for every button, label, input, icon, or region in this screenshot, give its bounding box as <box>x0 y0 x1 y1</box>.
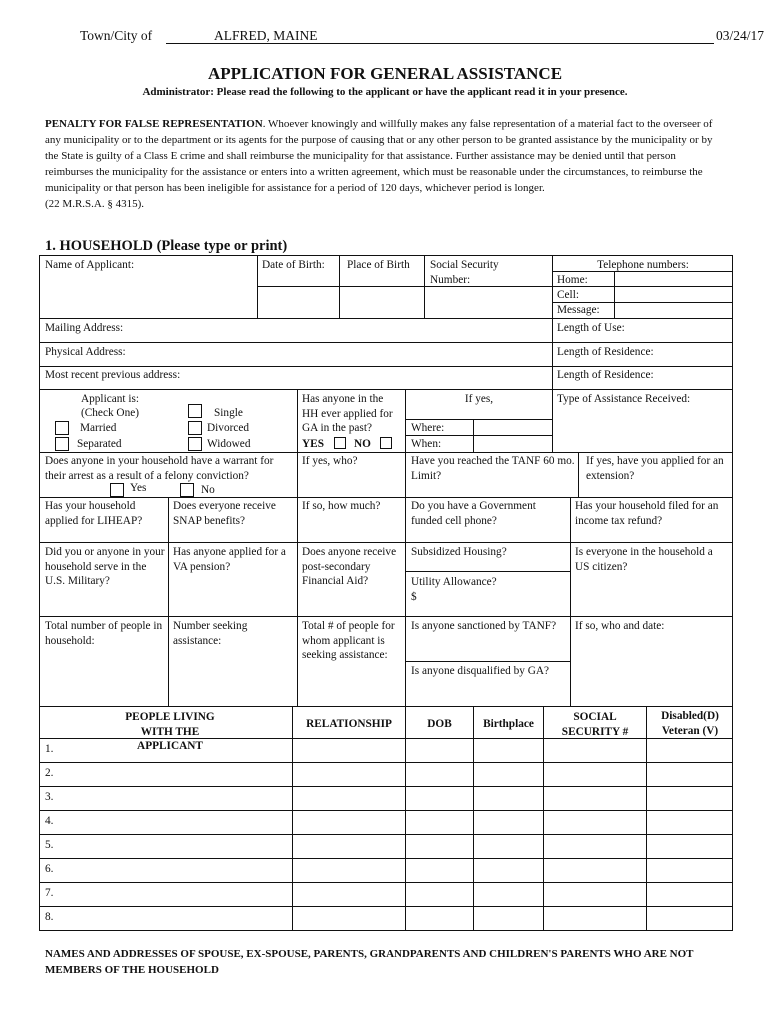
length-of-residence-label: Length of Residence: <box>557 346 654 358</box>
previous-address-label: Most recent previous address: <box>45 369 181 381</box>
tax-refund-label: Has your household filed for an income tax refund? <box>575 500 719 527</box>
ga-no-label: NO <box>354 438 371 450</box>
assistance-type-label: Type of Assistance Received: <box>557 393 691 405</box>
people-row-6: 6. <box>45 863 54 875</box>
people-row-7: 7. <box>45 887 54 899</box>
extension-label: If yes, have you applied for an extension? <box>586 455 724 482</box>
if-yes-who-label: If yes, who? <box>302 455 358 467</box>
sanctioned-label: Is anyone sanctioned by TANF? <box>411 620 557 632</box>
check-one-label: (Check One) <box>80 407 140 419</box>
people-header-ssn: SOCIAL SECURITY # <box>561 711 629 738</box>
tanf-limit-label: Have you reached the TANF 60 mo. Limit? <box>411 455 575 482</box>
town-label: Town/City of <box>80 28 153 43</box>
separated-label: Separated <box>77 438 122 450</box>
when-label: When: <box>411 438 442 450</box>
message-phone-label: Message: <box>557 304 600 316</box>
married-label: Married <box>80 422 117 434</box>
how-much-label: If so, how much? <box>302 500 381 512</box>
administrator-note: Administrator: Please read the following to the applicant or have the applicant read it in your presence. <box>142 86 628 98</box>
people-row-8: 8. <box>45 911 54 923</box>
penalty-heading: PENALTY FOR FALSE REPRESENTATION <box>45 118 263 130</box>
ga-yes-label: YES <box>302 438 324 450</box>
people-row-2: 2. <box>45 767 54 779</box>
liheap-label: Has your household applied for LIHEAP? <box>45 500 143 527</box>
pob-label: Place of Birth <box>347 259 410 271</box>
financial-aid-label: Does anyone receive post-secondary Financial Aid? <box>302 546 397 587</box>
town-header <box>80 28 765 46</box>
va-pension-label: Has anyone applied for a VA pension? <box>173 546 286 573</box>
widowed-label: Widowed <box>207 438 251 450</box>
single-label: Single <box>214 407 243 419</box>
citizen-label: Is everyone in the household a US citizen? <box>575 546 713 573</box>
people-header-name: PEOPLE LIVING WITH THE APPLICANT <box>125 711 215 752</box>
ga-past-label: Has anyone in the HH ever applied for GA in the past? <box>302 393 393 434</box>
ga-no-checkbox[interactable] <box>380 437 392 449</box>
divorced-label: Divorced <box>207 422 250 434</box>
snap-label: Does everyone receive SNAP benefits? <box>173 500 276 527</box>
people-header-disabled: Disabled(D) Veteran (V) <box>661 710 719 737</box>
length-of-residence-2-label: Length of Residence: <box>557 369 654 381</box>
people-row-1: 1. <box>45 743 54 755</box>
gov-phone-label: Do you have a Government funded cell phone? <box>411 500 536 527</box>
people-header-relationship: RELATIONSHIP <box>306 718 392 730</box>
who-date-label: If so, who and date: <box>575 620 665 632</box>
where-label: Where: <box>411 422 445 434</box>
single-checkbox[interactable] <box>188 404 202 418</box>
utility-dollar-label: $ <box>411 591 417 603</box>
dob-label: Date of Birth: <box>262 259 325 271</box>
form-date: 03/24/17 <box>716 28 765 43</box>
married-checkbox[interactable] <box>55 421 69 435</box>
warrant-yes-label: Yes <box>130 482 147 494</box>
warrant-no-checkbox[interactable] <box>180 483 194 497</box>
people-row-3: 3. <box>45 791 54 803</box>
ssn-label: Social Security Number: <box>430 259 499 286</box>
total-seeking-label: Total # of people for whom applicant is seeking assistance: <box>302 620 395 661</box>
physical-address-label: Physical Address: <box>45 346 126 358</box>
warrant-no-label: No <box>201 484 215 496</box>
applicant-is-label: Applicant is: <box>80 393 140 405</box>
people-row-5: 5. <box>45 839 54 851</box>
penalty-paragraph <box>45 116 725 212</box>
ga-yes-checkbox[interactable] <box>334 437 346 449</box>
people-header-birthplace: Birthplace <box>483 718 534 730</box>
footer-heading: NAMES AND ADDRESSES OF SPOUSE, EX-SPOUSE, PARENTS, GRANDPARENTS AND CHILDREN'S PARENTS WHO ARE NOT MEMBERS OF THE HOUSEHOLD <box>45 948 694 976</box>
section-household-title: 1. HOUSEHOLD (Please type or print) <box>45 238 288 254</box>
utility-allowance-label: Utility Allowance? <box>411 576 497 588</box>
warrant-yes-checkbox[interactable] <box>110 483 124 497</box>
town-field[interactable]: ALFRED, MAINE <box>166 28 714 44</box>
number-seeking-label: Number seeking assistance: <box>173 620 248 647</box>
length-of-use-label: Length of Use: <box>557 322 625 334</box>
military-label: Did you or anyone in your household serve in the U.S. Military? <box>45 546 165 587</box>
penalty-citation: (22 M.R.S.A. § 4315). <box>45 198 145 210</box>
disqualified-label: Is anyone disqualified by GA? <box>411 665 550 677</box>
warrant-label: Does anyone in your household have a warrant for their arrest as a result of a felony conviction? <box>45 455 274 482</box>
people-header-dob: DOB <box>427 718 452 730</box>
penalty-text: . Whoever knowingly and willfully makes any false representation of a material fact to the overseer of any municipality or to the department or its agents for the purpose of causing that or any other person to be granted assistance by the municipality or by the State is guilty of a Class E crime and shall reimburse the municipality for that assistance. Further assistance may be denied until that person reimburses the municipality for the assistance or enters into a written agreement, which must be reasonable under the circumstances, to reimburse the municipality or that person has been ineligible for assistance for a period of 120 days, whichever period is longer. <box>45 118 713 194</box>
people-row-4: 4. <box>45 815 54 827</box>
form-title: APPLICATION FOR GENERAL ASSISTANCE <box>207 64 563 83</box>
divorced-checkbox[interactable] <box>188 421 202 435</box>
if-yes-label: If yes, <box>464 393 494 405</box>
home-phone-label: Home: <box>557 274 588 286</box>
subsidized-housing-label: Subsidized Housing? <box>411 546 507 558</box>
widowed-checkbox[interactable] <box>188 437 202 451</box>
cell-phone-label: Cell: <box>557 289 579 301</box>
telephone-label: Telephone numbers: <box>597 259 689 271</box>
mailing-address-label: Mailing Address: <box>45 322 124 334</box>
total-people-label: Total number of people in household: <box>45 620 163 647</box>
applicant-name-label: Name of Applicant: <box>45 259 135 271</box>
separated-checkbox[interactable] <box>55 437 69 451</box>
